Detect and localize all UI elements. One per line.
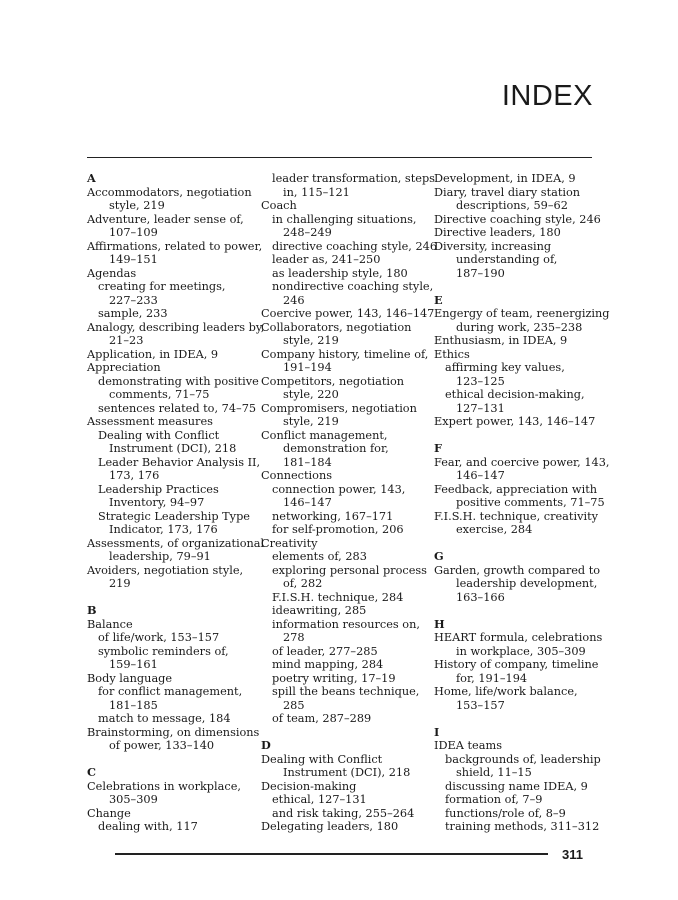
index-subentry: Leadership Practices bbox=[98, 482, 219, 496]
index-entry-continuation: style, 219 bbox=[283, 415, 339, 428]
index-entry: Development, in IDEA, 9 bbox=[434, 172, 576, 185]
index-letter-heading: I bbox=[434, 724, 440, 739]
index-entry: Garden, growth compared to bbox=[434, 563, 601, 577]
index-entry: Decision-making bbox=[261, 779, 357, 793]
index-column-2 bbox=[261, 172, 438, 834]
index-entry: Dealing with Conflict bbox=[261, 752, 383, 766]
index-entry-continuation: for, 191–194 bbox=[456, 671, 528, 685]
index-entry-continuation: 181–185 bbox=[109, 698, 158, 712]
index-letter-heading: D bbox=[261, 738, 271, 752]
index-entry-continuation: leadership, 79–91 bbox=[109, 550, 211, 563]
index-entry: Accommodators, negotiation bbox=[87, 185, 252, 199]
index-subentry: ideawriting, 285 bbox=[272, 604, 367, 617]
index-subentry: exploring personal process bbox=[272, 563, 427, 577]
index-entry-continuation: of, 282 bbox=[283, 577, 323, 590]
index-entry: Assessment measures bbox=[87, 415, 213, 428]
index-subentry: Dealing with Conflict bbox=[98, 428, 220, 442]
index-subentry: Leader Behavior Analysis II, bbox=[98, 455, 261, 469]
index-entry-continuation: positive comments, 71–75 bbox=[456, 496, 605, 509]
index-entry-continuation: leadership development, bbox=[456, 577, 598, 590]
index-entry-continuation: style, 220 bbox=[283, 388, 339, 401]
section-spacer bbox=[87, 753, 259, 767]
index-entry-continuation: 181–184 bbox=[283, 455, 332, 469]
index-entry-continuation: style, 219 bbox=[109, 199, 165, 212]
index-entry: Connections bbox=[261, 469, 333, 482]
index-subentry: directive coaching style, 246 bbox=[272, 239, 438, 253]
index-subentry: formation of, 7–9 bbox=[445, 793, 543, 806]
index-entry-continuation: 21–23 bbox=[109, 334, 144, 347]
index-entry: Feedback, appreciation with bbox=[434, 482, 598, 496]
index-entry: Coach bbox=[261, 199, 297, 212]
index-subentry: sentences related to, 74–75 bbox=[98, 401, 257, 415]
index-subentry: as leadership style, 180 bbox=[272, 266, 408, 280]
index-entry: F.I.S.H. technique, creativity bbox=[434, 509, 598, 523]
bottom-rule bbox=[115, 853, 548, 855]
index-entry-continuation: Inventory, 94–97 bbox=[109, 496, 205, 509]
index-entry: Creativity bbox=[261, 536, 318, 550]
index-entry-continuation: Indicator, 173, 176 bbox=[109, 523, 218, 536]
index-letter-heading: C bbox=[87, 765, 96, 779]
index-subentry: affirming key values, bbox=[445, 361, 565, 374]
index-entry-continuation: 146–147 bbox=[283, 496, 332, 509]
page-number: 311 bbox=[562, 847, 583, 862]
index-entry: Adventure, leader sense of, bbox=[87, 212, 244, 226]
index-letter-heading: H bbox=[434, 616, 445, 631]
index-subentry: of team, 287–289 bbox=[272, 712, 372, 725]
index-entry-continuation: 305–309 bbox=[109, 793, 158, 806]
index-subentry: dealing with, 117 bbox=[98, 820, 198, 833]
index-entry: Celebrations in workplace, bbox=[87, 779, 241, 793]
index-entry-continuation: 163–166 bbox=[456, 590, 505, 604]
index-entry: Coercive power, 143, 146–147 bbox=[261, 307, 435, 320]
index-entry: Diary, travel diary station bbox=[434, 185, 581, 199]
index-entry-continuation: 123–125 bbox=[456, 374, 505, 388]
index-entry-continuation: 159–161 bbox=[109, 658, 158, 671]
index-subentry: nondirective coaching style, bbox=[272, 280, 434, 293]
index-entry: Expert power, 143, 146–147 bbox=[434, 415, 596, 428]
index-subentry: for conflict management, bbox=[98, 685, 243, 698]
index-subentry: leader transformation, steps bbox=[272, 172, 435, 185]
index-entry-continuation: 149–151 bbox=[109, 253, 158, 266]
index-entry-continuation: demonstration for, bbox=[283, 442, 389, 455]
index-entry: Diversity, increasing bbox=[434, 239, 552, 253]
index-entry: Affirmations, related to power, bbox=[87, 239, 263, 253]
index-entry: Home, life/work balance, bbox=[434, 685, 578, 698]
index-entry: Avoiders, negotiation style, bbox=[87, 563, 244, 577]
index-subentry: functions/role of, 8–9 bbox=[445, 806, 566, 820]
index-subentry: ethical decision-making, bbox=[445, 388, 585, 401]
index-entry: Directive coaching style, 246 bbox=[434, 212, 601, 226]
index-entry: Delegating leaders, 180 bbox=[261, 820, 399, 833]
section-spacer bbox=[434, 537, 606, 551]
index-entry: Fear, and coercive power, 143, bbox=[434, 455, 610, 469]
index-subentry: in challenging situations, bbox=[272, 212, 417, 226]
index-subentry: ethical, 127–131 bbox=[272, 793, 367, 806]
index-entry-continuation: 173, 176 bbox=[109, 469, 160, 482]
index-entry-continuation: of power, 133–140 bbox=[109, 739, 215, 752]
index-subentry: elements of, 283 bbox=[272, 550, 367, 563]
index-subentry: information resources on, bbox=[272, 617, 420, 631]
index-entry: Agendas bbox=[87, 266, 137, 280]
index-entry-continuation: 227–233 bbox=[109, 293, 158, 307]
index-entry: Conflict management, bbox=[261, 428, 388, 442]
index-entry: Ethics bbox=[434, 347, 470, 361]
index-entry: HEART formula, celebrations bbox=[434, 631, 603, 644]
index-columns bbox=[0, 172, 678, 852]
index-entry-continuation: comments, 71–75 bbox=[109, 388, 210, 401]
index-entry: Body language bbox=[87, 671, 173, 685]
section-spacer bbox=[261, 726, 433, 740]
index-entry-continuation: style, 219 bbox=[283, 334, 339, 347]
index-entry: History of company, timeline bbox=[434, 658, 599, 671]
index-subentry: of leader, 277–285 bbox=[272, 644, 378, 658]
index-entry-continuation: in workplace, 305–309 bbox=[456, 644, 586, 658]
index-subentry: leader as, 241–250 bbox=[272, 253, 381, 266]
index-entry-continuation: Instrument (DCI), 218 bbox=[283, 766, 411, 779]
index-letter-heading: B bbox=[87, 603, 97, 617]
index-subentry: networking, 167–171 bbox=[272, 509, 394, 523]
index-letter-heading: F bbox=[434, 441, 443, 455]
section-spacer bbox=[434, 280, 606, 294]
index-entry: Change bbox=[87, 806, 131, 820]
index-letter-heading: G bbox=[434, 549, 444, 563]
index-subentry: spill the beans technique, bbox=[272, 685, 420, 698]
index-entry: Directive leaders, 180 bbox=[434, 226, 561, 239]
index-entry: Balance bbox=[87, 617, 133, 631]
index-entry-continuation: 107–109 bbox=[109, 226, 158, 239]
index-subentry: of life/work, 153–157 bbox=[98, 631, 220, 644]
index-entry: Application, in IDEA, 9 bbox=[87, 347, 219, 361]
index-entry: Analogy, describing leaders by, bbox=[87, 320, 265, 334]
index-entry: Compromisers, negotiation bbox=[261, 401, 417, 415]
index-entry-continuation: 127–131 bbox=[456, 401, 505, 415]
index-entry: Collaborators, negotiation bbox=[261, 320, 412, 334]
index-entry: Company history, timeline of, bbox=[261, 347, 429, 361]
index-entry: Engergy of team, reenergizing bbox=[434, 307, 610, 320]
index-entry-continuation: 187–190 bbox=[456, 266, 505, 280]
index-entry: Appreciation bbox=[87, 361, 161, 374]
index-subentry: symbolic reminders of, bbox=[98, 644, 229, 658]
index-entry-continuation: in, 115–121 bbox=[283, 185, 350, 199]
index-subentry: and risk taking, 255–264 bbox=[272, 806, 415, 820]
index-subentry: training methods, 311–312 bbox=[445, 820, 600, 833]
index-entry-continuation: understanding of, bbox=[456, 253, 558, 266]
index-subentry: poetry writing, 17–19 bbox=[272, 671, 396, 685]
index-entry-continuation: 285 bbox=[283, 698, 305, 712]
index-entry-continuation: exercise, 284 bbox=[456, 523, 533, 536]
index-entry-continuation: 219 bbox=[109, 577, 131, 590]
section-spacer bbox=[434, 604, 606, 618]
index-subentry: for self-promotion, 206 bbox=[272, 523, 404, 536]
section-spacer bbox=[434, 429, 606, 443]
index-entry-continuation: Instrument (DCI), 218 bbox=[109, 442, 237, 455]
index-entry-continuation: shield, 11–15 bbox=[456, 766, 532, 779]
index-subentry: sample, 233 bbox=[98, 307, 168, 320]
index-entry-continuation: 191–194 bbox=[283, 361, 332, 374]
index-entry: Brainstorming, on dimensions bbox=[87, 725, 260, 739]
index-entry-continuation: descriptions, 59–62 bbox=[456, 199, 568, 212]
index-subentry: Strategic Leadership Type bbox=[98, 509, 250, 523]
index-subentry: backgrounds of, leadership bbox=[445, 752, 601, 766]
index-letter-heading: A bbox=[87, 171, 96, 185]
index-column-3 bbox=[434, 172, 610, 834]
index-subentry: mind mapping, 284 bbox=[272, 658, 384, 671]
page-title: INDEX bbox=[501, 80, 593, 112]
index-entry: Enthusiasm, in IDEA, 9 bbox=[434, 334, 568, 347]
section-spacer bbox=[87, 591, 259, 605]
index-entry-continuation: 146–147 bbox=[456, 469, 505, 482]
index-entry-continuation: 153–157 bbox=[456, 698, 505, 712]
index-entry: Competitors, negotiation bbox=[261, 374, 405, 388]
section-spacer bbox=[434, 712, 606, 726]
index-letter-heading: E bbox=[434, 292, 443, 307]
index-entry: IDEA teams bbox=[434, 739, 502, 752]
index-subentry: match to message, 184 bbox=[98, 712, 231, 725]
index-subentry: connection power, 143, bbox=[272, 482, 406, 496]
index-entry-continuation: during work, 235–238 bbox=[456, 320, 583, 334]
index-entry-continuation: 278 bbox=[283, 631, 305, 644]
top-rule bbox=[87, 157, 592, 158]
index-subentry: creating for meetings, bbox=[98, 280, 226, 293]
index-entry: Assessments, of organizational bbox=[87, 536, 265, 550]
index-subentry: discussing name IDEA, 9 bbox=[445, 779, 588, 793]
index-subentry: F.I.S.H. technique, 284 bbox=[272, 590, 404, 604]
index-subentry: demonstrating with positive bbox=[98, 374, 259, 388]
index-column-1 bbox=[87, 171, 265, 834]
index-entry-continuation: 246 bbox=[283, 293, 305, 307]
index-entry-continuation: 248–249 bbox=[283, 226, 332, 239]
